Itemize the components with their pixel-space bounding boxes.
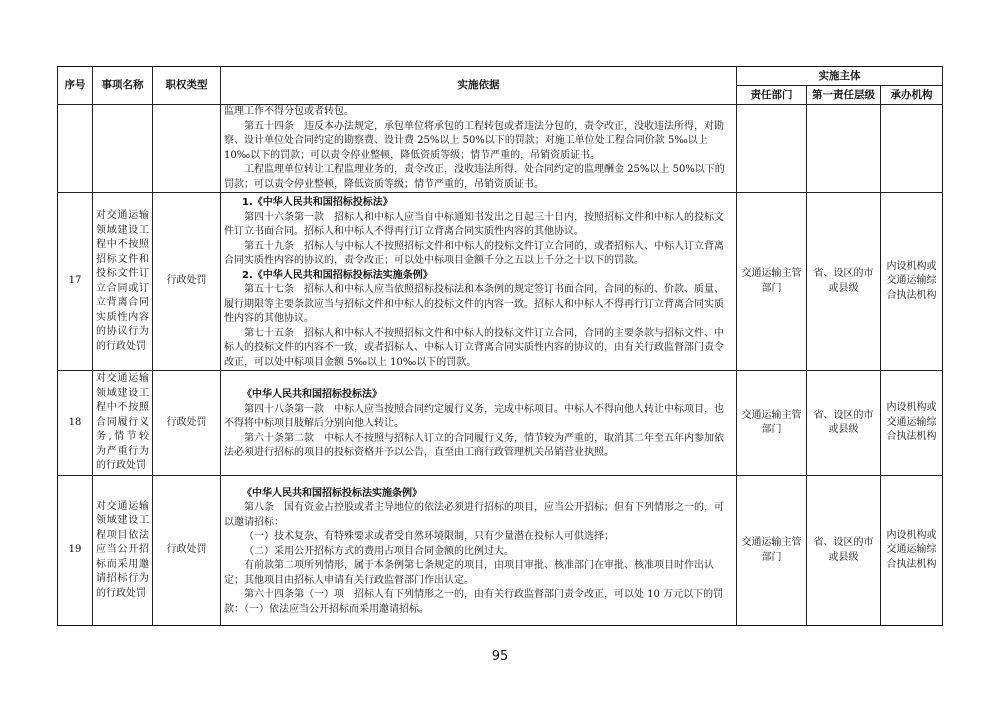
header-agency: 承办机构 bbox=[881, 86, 943, 105]
basis-paragraph: （一）技术复杂、有特殊要求或者受自然环境限制，只有少量潜在投标人可供选择； bbox=[244, 531, 614, 543]
responsible-dept-cell bbox=[737, 105, 807, 193]
header-item-name: 事项名称 bbox=[93, 67, 153, 105]
row-number: 19 bbox=[58, 476, 93, 626]
basis-paragraph: 第六十条第二款 中标人不按照与招标人订立的合同履行义务，情节较为严重的，取消其二年至五年内参加依法必须进行招标的项目的投标资格并予以公告，直至由工商行政管理机关吊销营业执照。 bbox=[224, 432, 724, 459]
item-name-cell: 对交通运输领域建设工程中不按照合同履行义务,情节较为严重行为的行政处罚 bbox=[93, 371, 153, 476]
page-number: 95 bbox=[491, 649, 509, 664]
basis-cell bbox=[221, 371, 737, 476]
basis-paragraph: 工程监理单位转让工程监理业务的，责令改正，没收违法所得，处合同约定的监理酬金 25%以上 50%以下的罚款；可以责令停业整顿，降低资质等级；情节严重的，吊销资质证书。 bbox=[224, 164, 725, 190]
header-dept: 责任部门 bbox=[737, 86, 807, 105]
basis-cell bbox=[221, 193, 737, 371]
table-row bbox=[58, 476, 943, 626]
responsible-dept-cell: 交通运输主管部门 bbox=[737, 371, 807, 476]
item-name-cell: 对交通运输领域建设工程中不按照招标文件和投标文件订立合同或订立背离合同实质性内容的协议行为的行政处罚 bbox=[93, 193, 153, 371]
agency-cell: 内设机构或交通运输综合执法机构 bbox=[881, 476, 943, 626]
power-type-cell: 行政处罚 bbox=[153, 193, 221, 371]
power-type-cell bbox=[153, 105, 221, 193]
header-basis: 实施依据 bbox=[221, 67, 737, 105]
law-title: 《中华人民共和国招标投标法》 bbox=[242, 389, 382, 401]
basis-paragraph: 第五十九条 招标人与中标人不按照招标文件和中标人的投标文件订立合同的，或者招标人、中标人订立背离合同实质性内容的协议的，责令改正；可以处中标项目金额千分之五以上千分之十以下的罚款。 bbox=[224, 240, 724, 266]
header-no: 序号 bbox=[58, 67, 93, 105]
responsible-dept-cell: 交通运输主管部门 bbox=[737, 193, 807, 371]
table-row bbox=[58, 105, 943, 193]
responsibility-level-cell: 省、设区的市或县级 bbox=[807, 476, 881, 626]
responsibility-level-cell bbox=[807, 105, 881, 193]
item-name-cell bbox=[93, 105, 153, 193]
power-type-cell: 行政处罚 bbox=[153, 476, 221, 626]
power-type-cell: 行政处罚 bbox=[153, 371, 221, 476]
basis-cell bbox=[221, 105, 737, 193]
power-list-table bbox=[57, 66, 943, 626]
responsibility-level-cell: 省、设区的市或县级 bbox=[807, 371, 881, 476]
responsibility-level-cell: 省、设区的市或县级 bbox=[807, 193, 881, 371]
row-number: 17 bbox=[58, 193, 93, 371]
agency-cell bbox=[881, 105, 943, 193]
item-name-cell: 对交通运输领域建设工程项目依法应当公开招标而采用邀请招标行为的行政处罚 bbox=[93, 476, 153, 626]
basis-paragraph: 有前款第二项所列情形，属于本条例第七条规定的项目，由项目审批、核准部门在审批、核准项目时作出认定；其他项目由招标人申请有关行政监督部门作出认定。 bbox=[224, 560, 714, 586]
agency-cell: 内设机构或交通运输综合执法机构 bbox=[881, 193, 943, 371]
row-number bbox=[58, 105, 93, 193]
basis-paragraph: 第八条 国有资金占控股或者主导地位的依法必须进行招标的项目，应当公开招标；但有下列情形之一的，可以邀请招标： bbox=[224, 502, 724, 528]
basis-cell bbox=[221, 476, 737, 626]
basis-paragraph: 第四十六条第一款 招标人和中标人应当自中标通知书发出之日起三十日内，按照招标文件和中标人的投标文件订立书面合同。招标人和中标人不得再行订立背离合同实质性内容的其他协议。 bbox=[224, 211, 724, 237]
agency-cell: 内设机构或交通运输综合执法机构 bbox=[881, 371, 943, 476]
responsible-dept-cell: 交通运输主管部门 bbox=[737, 476, 807, 626]
header-level: 第一责任层级 bbox=[807, 86, 881, 105]
table-row bbox=[58, 193, 943, 371]
basis-paragraph: 第四十八条第一款 中标人应当按照合同约定履行义务，完成中标项目。中标人不得向他人转让中标项目，也不得将中标项目肢解后分别向他人转让。 bbox=[224, 403, 724, 430]
row-number: 18 bbox=[58, 371, 93, 476]
basis-paragraph: 第七十五条 招标人和中标人不按照招标文件和中标人的投标文件订立合同，合同的主要条款与招标文件、中标人的投标文件的内容不一致，或者招标人、中标人订立背离合同实质性内容的协议的，由有关行政监督部门责令改正，可以处中标项目金额 5‰以上 10‰以下的罚款。 bbox=[224, 327, 724, 368]
header-power-type: 职权类型 bbox=[153, 67, 221, 105]
law-title: 1.《中华人民共和国招标投标法》 bbox=[242, 197, 393, 208]
law-title: 2.《中华人民共和国招标投标法实施条例》 bbox=[242, 269, 433, 281]
header-subject: 实施主体 bbox=[737, 67, 943, 86]
basis-paragraph: 监理工作不得分包或者转包。 bbox=[224, 106, 354, 117]
basis-paragraph: 第六十四条第（一）项 招标人有下列情形之一的，由有关行政监督部门责令改正，可以处 10 万元以下的罚款：（一）依法应当公开招标而采用邀请招标。 bbox=[224, 589, 724, 615]
basis-paragraph: 第五十七条 招标人和中标人应当依照招标投标法和本条例的规定签订书面合同，合同的标的、价款、质量、履行期限等主要条款应当与招标文件和中标人的投标文件的内容一致。招标人和中标人不得再行订立背离合同实质性内容的其他协议。 bbox=[224, 284, 724, 324]
basis-paragraph: （二）采用公开招标方式的费用占项目合同金额的比例过大。 bbox=[244, 545, 514, 557]
basis-paragraph: 第五十四条 违反本办法规定，承包单位将承包的工程转包或者违法分包的，责令改正，没收违法所得，对勘察、设计单位处合同约定的勘察费、设计费 25%以上 50%以下的罚款；对施工单位处工程合同价款 5‰以上 10‰以下的罚款；可以责令停业整顿，降低资质等级；情节严重的，吊销资质证书。 bbox=[224, 120, 724, 161]
table-row bbox=[58, 371, 943, 476]
law-title: 《中华人民共和国招标投标法实施条例》 bbox=[242, 487, 422, 499]
